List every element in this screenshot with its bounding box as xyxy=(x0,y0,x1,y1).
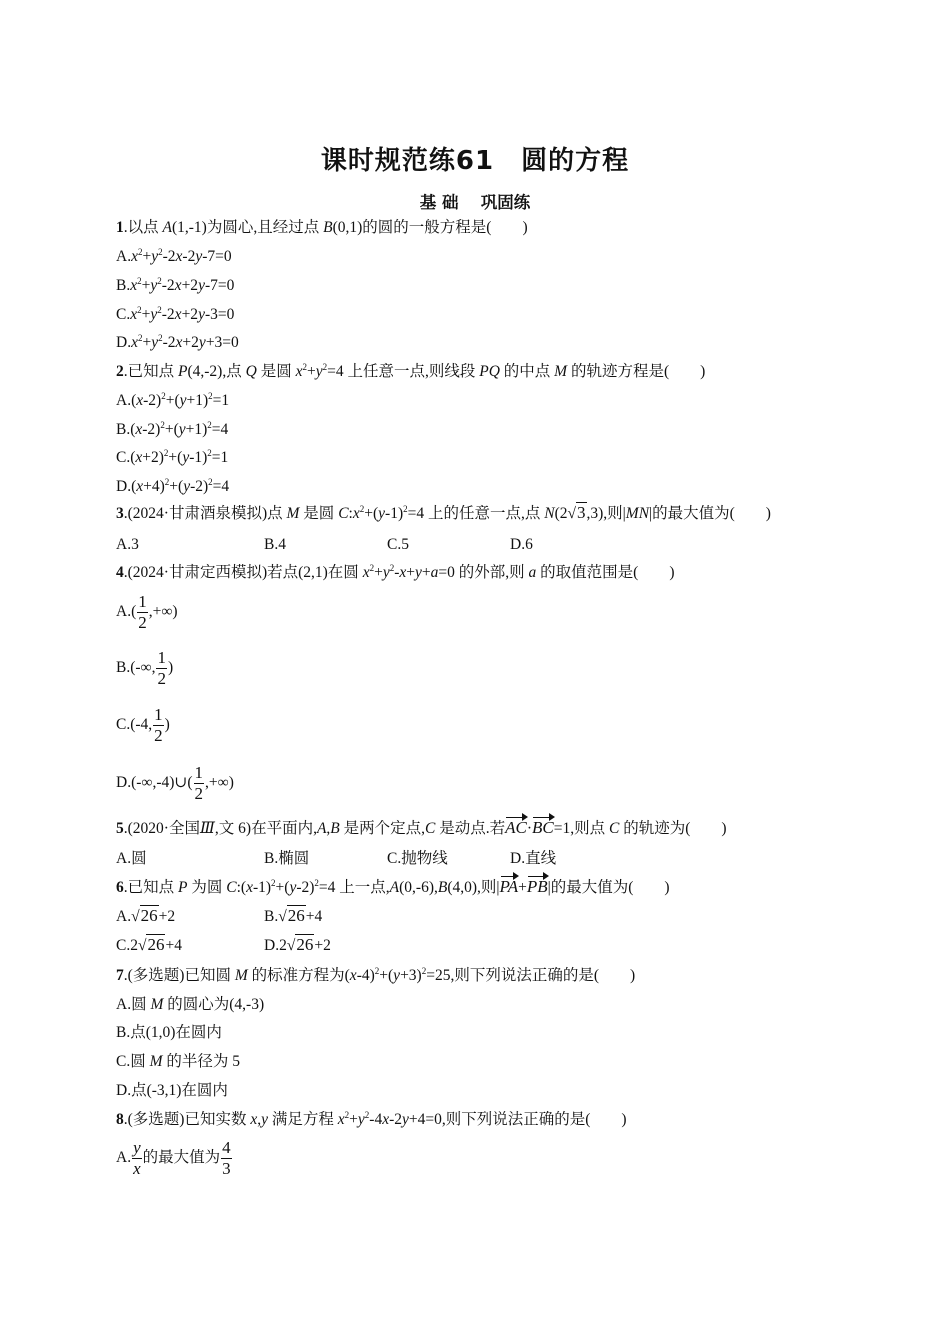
radical-sqrt26: √26 xyxy=(137,935,165,954)
question-3-stem: 3.(2024·甘肃酒泉模拟)点 M 是圆 $C:x^2+(y-1)^2=4$ 上的任意一点,点 N(2√3,3),则|MN|的最大值为( ) xyxy=(116,503,771,522)
question-4-option-d: D.(-∞,-4)∪( $\frac{1}{2}$ ,+∞) xyxy=(116,762,234,803)
question-8-option-a: A. $\frac{y}{x}$ 的最大值为 $\frac{4}{3}$ xyxy=(116,1137,231,1178)
question-4-option-b: B.(-∞, $\frac{1}{2}$ ) xyxy=(116,647,174,688)
vector-pa: PA xyxy=(499,877,519,896)
question-5-stem: 5.(2020·全国Ⅲ,文 6)在平面内,A,B 是两个定点,C 是动点.若AC·BC=1,则点 C 的轨迹为( ) xyxy=(116,818,727,837)
section-heading: 基 础 巩固练 xyxy=(419,193,531,212)
fraction-y-over-x: $\frac{y}{x}$ xyxy=(133,1137,141,1178)
question-5-option-d: D.直线 xyxy=(510,850,557,867)
question-6-option-a: A.√26+2 xyxy=(116,906,176,925)
question-6-option-c: C.2√26+4 xyxy=(116,935,182,954)
question-7-option-c: C.圆 M 的半径为 5 xyxy=(116,1053,241,1070)
question-7-stem: 7.(多选题)已知圆 M 的标准方程为$(x-4)^2+(y+3)^2=25$,则下列说法正确的是( ) xyxy=(116,966,636,984)
fraction-one-half: $\frac{1}{2}$ xyxy=(194,762,204,803)
fraction-one-half: $\frac{1}{2}$ xyxy=(138,591,147,632)
fraction-four-thirds: $\frac{4}{3}$ xyxy=(222,1137,231,1178)
question-7-option-d: D.点(-3,1)在圆内 xyxy=(116,1082,228,1099)
question-1-option-d: $D.x^2+y^2-2x+2y+3=0$ xyxy=(116,333,239,351)
question-1-option-c: $C.x^2+y^2-2x+2y-3=0$ xyxy=(116,305,235,323)
vector-bc: BC xyxy=(532,818,554,837)
question-4-option-c: C.(-4, $\frac{1}{2}$ ) xyxy=(116,704,170,745)
question-7-option-a: A.圆 M 的圆心为(4,-3) xyxy=(116,996,265,1013)
radical-sqrt26: √26 xyxy=(131,906,158,925)
question-6-option-b: B.√26+4 xyxy=(264,906,323,925)
question-3-option-d: D.6 xyxy=(510,536,533,553)
question-2-option-c: $C.(x+2)^2+(y-1)^2=1$ xyxy=(116,448,229,466)
question-3-option-b: B.4 xyxy=(264,536,286,553)
question-2-option-b: $B.(x-2)^2+(y+1)^2=4$ xyxy=(116,420,229,438)
fraction-one-half: $\frac{1}{2}$ xyxy=(154,704,163,745)
radical-sqrt26: √26 xyxy=(278,906,305,925)
question-4-stem: 4.(2024·甘肃定西模拟)若点(2,1)在圆 $x^2+y^2-x+y+a=0$ 的外部,则 a 的取值范围是( ) xyxy=(116,563,675,581)
question-1-option-a: $A.x^2+y^2-2x-2y-7=0$ xyxy=(116,247,232,265)
question-2-option-d: $D.(x+4)^2+(y-2)^2=4$ xyxy=(116,477,230,495)
question-4-option-a: A.( $\frac{1}{2}$ ,+∞) xyxy=(116,591,178,632)
fraction-one-half: $\frac{1}{2}$ xyxy=(157,647,166,688)
question-3-option-c: C.5 xyxy=(387,536,409,553)
question-6-option-d: D.2√26+2 xyxy=(264,935,331,954)
radical-sqrt26: √26 xyxy=(286,935,314,954)
question-2-stem: 2.已知点 P(4,-2),点 Q 是圆 $x^2+y^2=4$ 上任意一点,则线段 PQ 的中点 M 的轨迹方程是( ) xyxy=(116,362,706,380)
radical-sqrt3: √3 xyxy=(567,503,586,522)
question-1-option-b: $B.x^2+y^2-2x+2y-7=0$ xyxy=(116,276,235,294)
question-5-option-c: C.抛物线 xyxy=(387,850,448,867)
question-8-stem: 8.(多选题)已知实数 x,y 满足方程 $x^2+y^2-4x-2y+4=0$,则下列说法正确的是( ) xyxy=(116,1110,627,1128)
question-3-option-a: A.3 xyxy=(116,536,139,553)
question-5-option-a: A.圆 xyxy=(116,850,147,867)
question-2-option-a: $A.(x-2)^2+(y+1)^2=1$ xyxy=(116,391,230,409)
question-7-option-b: B.点(1,0)在圆内 xyxy=(116,1024,222,1041)
vector-ac: AC xyxy=(505,818,527,837)
vector-pb: PB xyxy=(526,877,548,896)
question-5-option-b: B.椭圆 xyxy=(264,850,310,867)
page-title: 课时规范练61 圆的方程 xyxy=(320,146,630,176)
question-6-stem: 6.已知点 P 为圆 $C:(x-1)^2+(y-2)^2=4$ 上一点,A(0,-6),B(4,0),则|PA+PB|的最大值为( ) xyxy=(116,877,670,896)
question-1-stem: 1.以点 A(1,-1)为圆心,且经过点 B(0,1)的圆的一般方程是( ) xyxy=(116,219,528,236)
